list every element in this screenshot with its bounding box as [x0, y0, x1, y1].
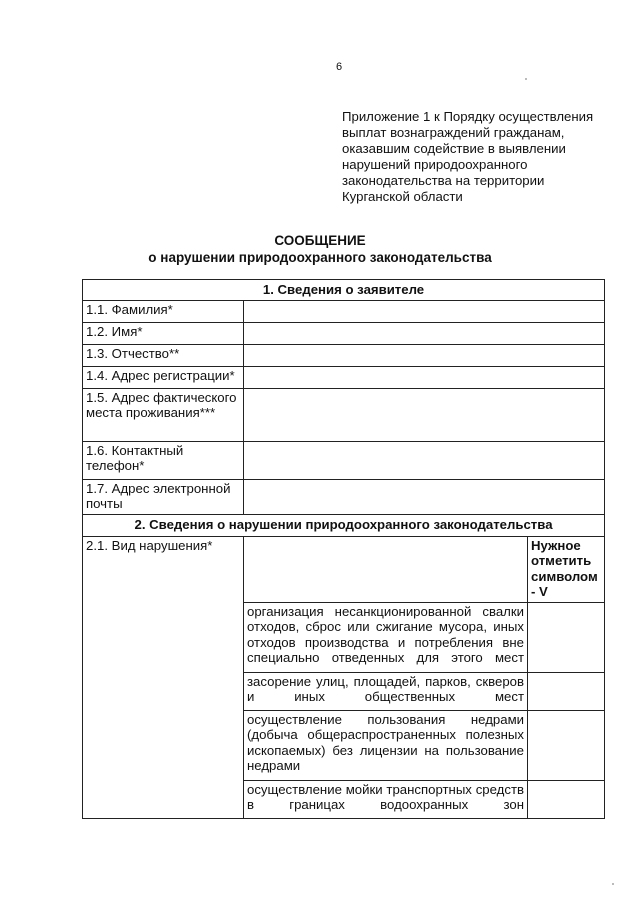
- scan-speck: [612, 883, 614, 885]
- scan-speck: [525, 78, 527, 80]
- field-input-surname[interactable]: [244, 300, 605, 322]
- report-form-table: [82, 279, 605, 819]
- appendix-line: выплат вознаграждений гражданам,: [342, 125, 565, 140]
- violation-mark-subsoil[interactable]: [528, 710, 605, 780]
- violation-mark-car-wash[interactable]: [528, 780, 605, 818]
- field-label-surname: 1.1. Фамилия*: [83, 300, 244, 322]
- field-input-phone[interactable]: [244, 441, 605, 479]
- violation-option-car-wash: осуществление мойки транспортных средств в границах водоохранных зон: [244, 780, 528, 818]
- page-number: 6: [336, 61, 343, 73]
- section-1-heading: 1. Сведения о заявителе: [83, 280, 605, 301]
- title-line-2: о нарушении природоохранного законодательства: [148, 250, 492, 265]
- appendix-line: законодательства на территории: [342, 173, 545, 188]
- field-input-registration-address[interactable]: [244, 366, 605, 388]
- field-input-name[interactable]: [244, 322, 605, 344]
- document-title: [0, 232, 640, 266]
- field-input-patronymic[interactable]: [244, 344, 605, 366]
- violation-option-dump: организация несанкционированной свалки отходов, сброс или сжигание мусора, иных отходов производства и потребления вне специально отведенных для этого мест: [244, 602, 528, 672]
- field-label-email: 1.7. Адрес электронной почты: [83, 479, 244, 514]
- violation-mark-dump[interactable]: [528, 602, 605, 672]
- field-input-actual-address[interactable]: [244, 388, 605, 441]
- appendix-line: нарушений природоохранного: [342, 157, 528, 172]
- field-label-actual-address: 1.5. Адрес фактического места проживания***: [83, 388, 244, 441]
- appendix-line: Курганской области: [342, 189, 463, 204]
- field-label-phone: 1.6. Контактный телефон*: [83, 441, 244, 479]
- violation-option-subsoil: осуществление пользования недрами (добыча общераспространенных полезных ископаемых) без лицензии на пользование недрами: [244, 710, 528, 780]
- appendix-line: оказавшим содействие в выявлении: [342, 141, 566, 156]
- field-label-patronymic: 1.3. Отчество**: [83, 344, 244, 366]
- violation-mark-littering[interactable]: [528, 672, 605, 710]
- section-2-heading: 2. Сведения о нарушении природоохранного законодательства: [83, 514, 605, 536]
- field-input-email[interactable]: [244, 479, 605, 514]
- violation-option-littering: засорение улиц, площадей, парков, скверов и иных общественных мест: [244, 672, 528, 710]
- violation-type-label: 2.1. Вид нарушения*: [83, 536, 244, 818]
- violation-header-empty: [244, 536, 528, 602]
- mark-column-header: Нужное отметить символом - V: [528, 536, 605, 602]
- field-label-registration-address: 1.4. Адрес регистрации*: [83, 366, 244, 388]
- title-line-1: СООБЩЕНИЕ: [274, 233, 366, 248]
- appendix-line: Приложение 1 к Порядку осуществления: [342, 109, 594, 124]
- appendix-note: [342, 109, 612, 205]
- field-label-name: 1.2. Имя*: [83, 322, 244, 344]
